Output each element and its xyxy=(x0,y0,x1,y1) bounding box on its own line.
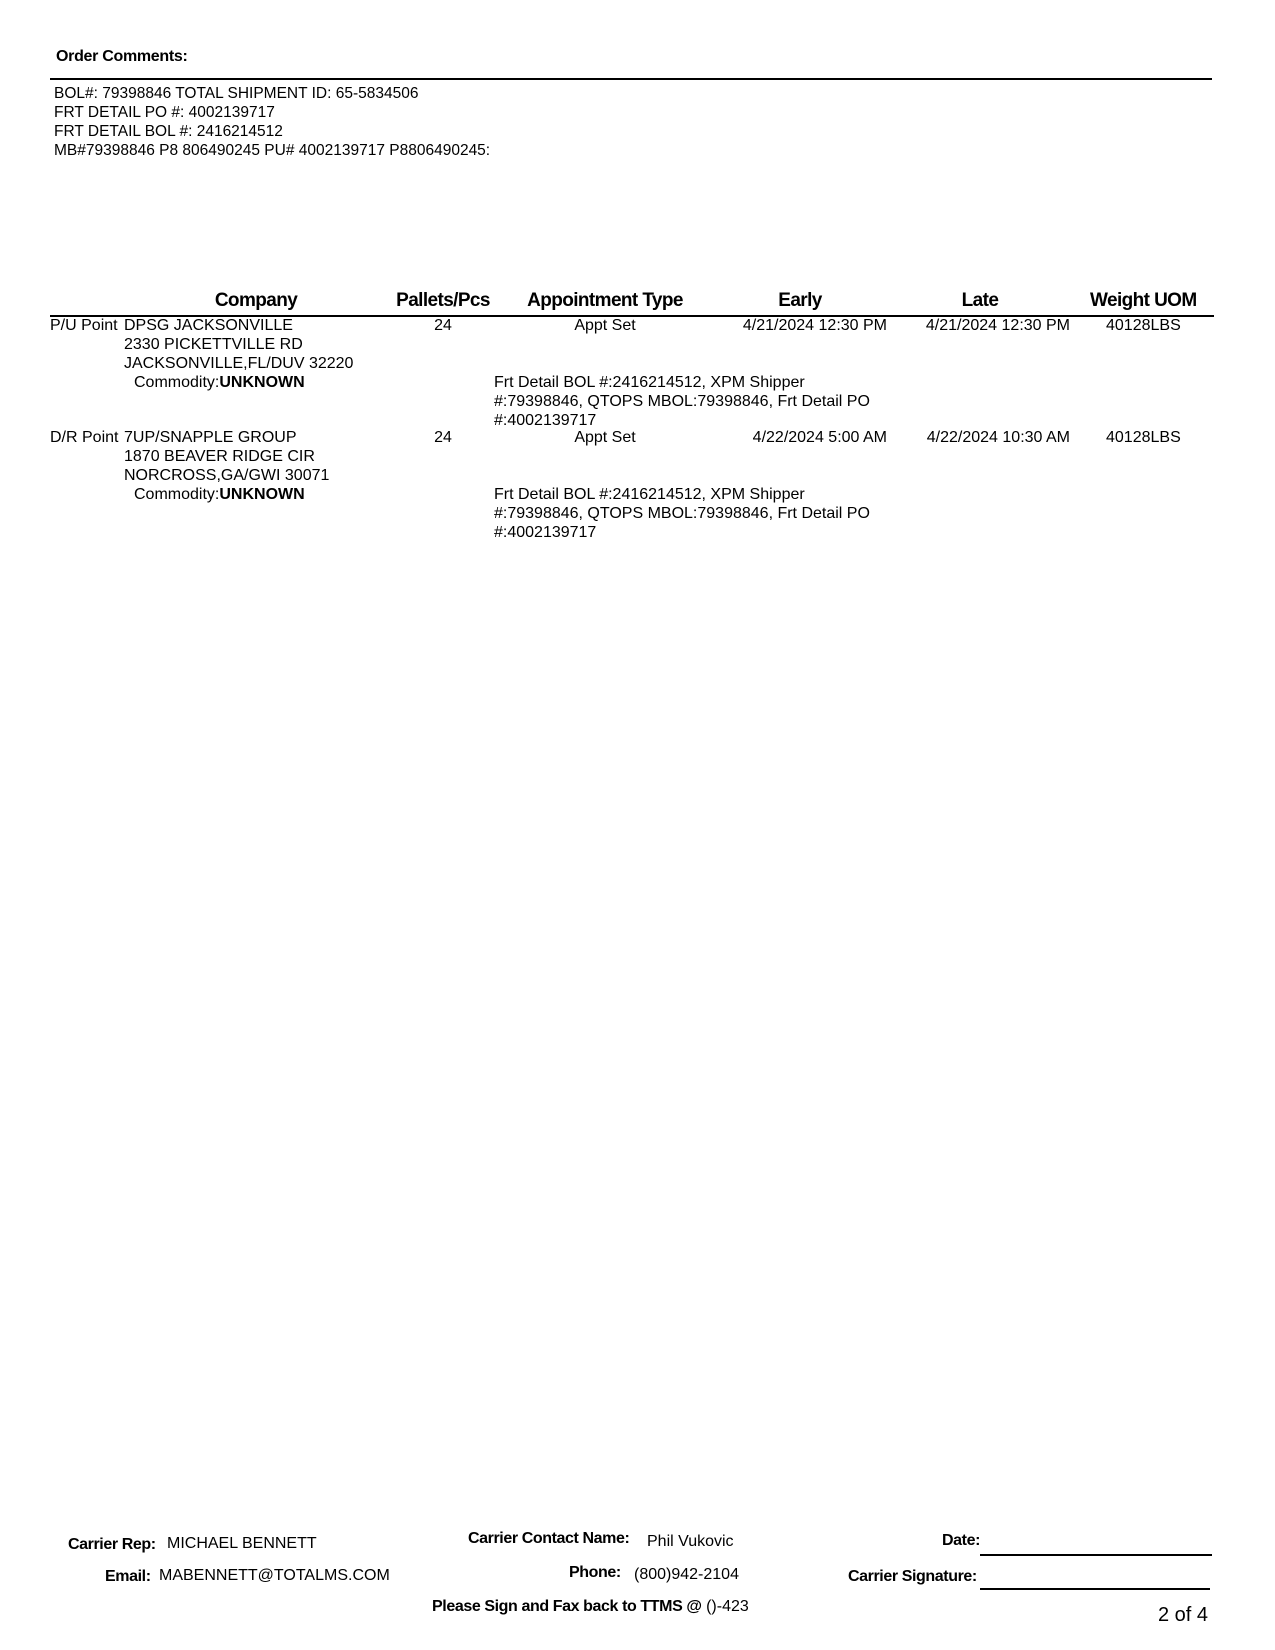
stop-point: P/U Point xyxy=(50,317,118,334)
stop-pallets: 24 xyxy=(434,317,452,334)
header-appointment-type: Appointment Type xyxy=(527,290,683,311)
order-comments-title: Order Comments: xyxy=(56,48,188,65)
order-comments-divider xyxy=(50,78,1212,80)
commodity-value: UNKNOWN xyxy=(219,374,305,391)
stop-uom: LBS xyxy=(1150,429,1181,446)
stop-early: 4/22/2024 5:00 AM xyxy=(752,429,887,446)
stop-point: D/R Point xyxy=(50,429,119,446)
stop-notes: Frt Detail BOL #:2416214512, XPM Shipper #:79398846, QTOPS MBOL:79398846, Frt Detail PO #:4002139717 xyxy=(494,486,870,541)
email-label: Email: xyxy=(105,1568,151,1585)
carrier-signature-label: Carrier Signature: xyxy=(848,1568,977,1585)
stop-weight: 40128 xyxy=(1106,429,1151,446)
carrier-rep-label: Carrier Rep: xyxy=(68,1536,156,1553)
stop-address-line-1: 2330 PICKETTVILLE RD xyxy=(124,336,303,353)
stop-uom: LBS xyxy=(1150,317,1181,334)
stop-late: 4/22/2024 10:30 AM xyxy=(926,429,1070,446)
order-comments-body xyxy=(54,84,490,160)
fax-instruction-text: Please Sign and Fax back to TTMS @ xyxy=(432,1598,702,1615)
header-late: Late xyxy=(961,290,999,311)
date-label: Date: xyxy=(942,1532,981,1549)
signature-line xyxy=(980,1588,1210,1590)
email-value: MABENNETT@TOTALMS.COM xyxy=(159,1567,390,1584)
stop-weight-uom xyxy=(1106,316,1181,335)
header-company: Company xyxy=(214,290,298,311)
date-line xyxy=(980,1554,1212,1556)
stop-appointment-type: Appt Set xyxy=(574,429,636,446)
stop-company: 7UP/SNAPPLE GROUP xyxy=(124,429,297,446)
carrier-contact-name-label: Carrier Contact Name: xyxy=(468,1530,630,1547)
stop-pallets: 24 xyxy=(434,429,452,446)
order-comment-line: BOL#: 79398846 TOTAL SHIPMENT ID: 65-5834506 xyxy=(54,85,419,102)
stop-commodity xyxy=(134,373,305,392)
page-number: 2 of 4 xyxy=(1158,1604,1209,1626)
commodity-value: UNKNOWN xyxy=(219,486,305,503)
header-weight-uom xyxy=(1090,290,1210,312)
stop-address-line-2: JACKSONVILLE,FL/DUV 32220 xyxy=(124,355,354,372)
order-comment-line: FRT DETAIL PO #: 4002139717 xyxy=(54,104,275,121)
header-early: Early xyxy=(778,290,822,311)
stop-address-line-1: 1870 BEAVER RIDGE CIR xyxy=(124,448,315,465)
stop-commodity xyxy=(134,485,305,504)
stop-appointment-type: Appt Set xyxy=(574,317,636,334)
carrier-contact-name-value: Phil Vukovic xyxy=(647,1533,734,1550)
stop-address-line-2: NORCROSS,GA/GWI 30071 xyxy=(124,467,330,484)
carrier-rep-value: MICHAEL BENNETT xyxy=(167,1535,317,1552)
order-comment-line: FRT DETAIL BOL #: 2416214512 xyxy=(54,123,283,140)
fax-instruction xyxy=(432,1598,749,1616)
stop-late: 4/21/2024 12:30 PM xyxy=(925,317,1070,334)
fax-number: ()-423 xyxy=(706,1598,749,1615)
phone-label: Phone: xyxy=(569,1564,621,1581)
phone-value: (800)942-2104 xyxy=(634,1566,739,1583)
stop-weight: 40128 xyxy=(1106,317,1151,334)
header-weight: Weight xyxy=(1090,290,1150,311)
order-comment-line: MB#79398846 P8 806490245 PU# 4002139717 P8806490245: xyxy=(54,142,491,159)
stop-notes: Frt Detail BOL #:2416214512, XPM Shipper #:79398846, QTOPS MBOL:79398846, Frt Detail PO #:4002139717 xyxy=(494,374,870,429)
header-pallets: Pallets/Pcs xyxy=(396,290,490,311)
commodity-label: Commodity: xyxy=(134,374,220,391)
commodity-label: Commodity: xyxy=(134,486,220,503)
header-uom: UOM xyxy=(1154,290,1197,311)
stop-company: DPSG JACKSONVILLE xyxy=(124,317,293,334)
stop-early: 4/21/2024 12:30 PM xyxy=(742,317,887,334)
stop-weight-uom xyxy=(1106,428,1181,447)
